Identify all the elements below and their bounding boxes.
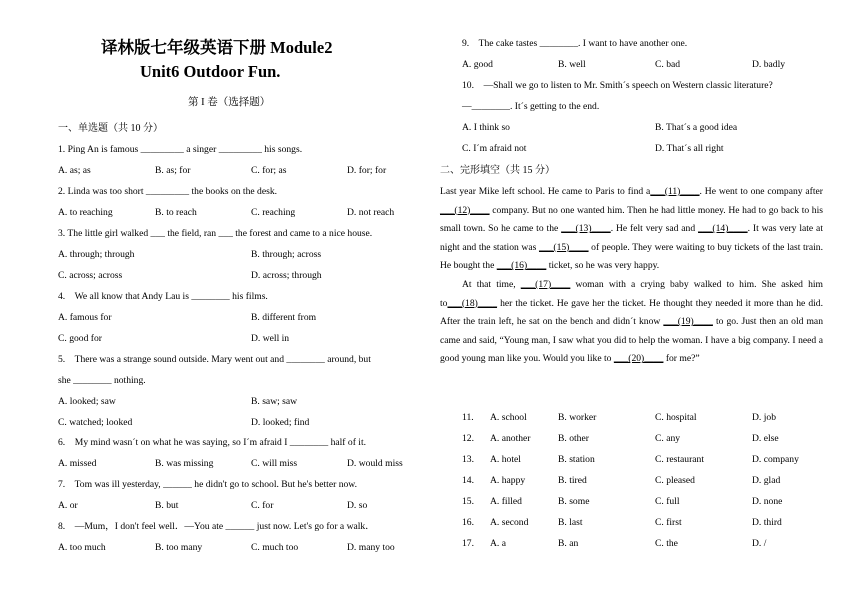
cloze-option-d: D. else (752, 433, 779, 444)
cloze-option-c: C. full (655, 496, 680, 507)
q2-stem: 2. Linda was too short _________ the books on the desk. (58, 186, 278, 197)
cloze-option-b: B. some (558, 496, 590, 507)
cloze-option-c: C. restaurant (655, 454, 705, 465)
cloze-option-a: A. happy (490, 475, 526, 486)
q7-option-c: C. for (251, 500, 274, 511)
cloze-item-number: 13. (462, 454, 474, 465)
cloze-blank: ___(14)____ (698, 223, 748, 235)
q10-option-b: B. That´s a good idea (655, 122, 738, 133)
cloze-text: At that time, (462, 278, 521, 290)
q10-stem: 10. —Shall we go to listen to Mr. Smith´s speech on Western classic literature? (462, 80, 773, 91)
cloze-text: . He went to one company after (699, 186, 823, 197)
q1-option-c: C. for; as (251, 165, 287, 176)
q9-stem: 9. The cake tastes ________. I want to have another one. (462, 38, 688, 49)
cloze-blank: ___(11)____ (650, 186, 700, 197)
cloze-option-d: D. third (752, 517, 782, 528)
q3-option-d: D. across; through (251, 270, 322, 281)
q7-option-a: A. or (58, 500, 78, 511)
q7-option-b: B. but (155, 500, 179, 511)
cloze-option-d: D. / (752, 538, 767, 549)
q8-option-b: B. too many (155, 542, 203, 553)
q8-stem: 8. —Mum，I don't feel well．—You ate ______ just now. Let's go for a walk． (58, 521, 375, 532)
q7-option-d: D. so (347, 500, 368, 511)
cloze-option-b: B. other (558, 433, 589, 444)
cloze-blank: ___(16)____ (496, 260, 547, 272)
q5-option-b: B. saw; saw (251, 396, 298, 407)
q6-option-b: B. was missing (155, 458, 214, 469)
cloze-blank: ___(15)____ (538, 241, 589, 253)
q8-option-a: A. too much (58, 542, 106, 553)
cloze-paragraph-1 (440, 183, 823, 276)
cloze-option-a: A. filled (490, 496, 522, 507)
q1-stem: 1. Ping An is famous _________ a singer _________ his songs. (58, 144, 303, 155)
cloze-text: . It was very late at night and the station was (440, 223, 823, 253)
q4-stem: 4. We all know that Andy Lau is ________ his films. (58, 291, 268, 302)
q5-stem: 5. There was a strange sound outside. Mary went out and ________ around, but (58, 354, 371, 365)
cloze-blank: ___(20)____ (613, 353, 664, 365)
cloze-blank: ___(19)____ (663, 316, 713, 328)
q6-option-d: D. would miss (347, 458, 403, 469)
q6-option-a: A. missed (58, 458, 97, 469)
cloze-option-a: A. a (490, 538, 506, 549)
cloze-option-a: A. second (490, 517, 529, 528)
cloze-option-d: D. job (752, 412, 776, 423)
q10-option-d: D. That´s all right (655, 143, 724, 154)
cloze-item-number: 14. (462, 475, 474, 486)
cloze-option-c: C. the (655, 538, 678, 549)
q1-option-b: B. as; for (155, 165, 191, 176)
section1-heading: 一、单选题（共 10 分） (58, 123, 163, 134)
cloze-option-a: A. another (490, 433, 531, 444)
q7-stem: 7. Tom was ill yesterday, ______ he didn't go to school. But he's better now. (58, 479, 357, 490)
q3-option-c: C. across; across (58, 270, 123, 281)
q4-option-b: B. different from (251, 312, 317, 323)
cloze-option-c: C. hospital (655, 412, 697, 423)
q8-option-c: C. much too (251, 542, 299, 553)
cloze-text: ticket, so he was very happy. (546, 260, 660, 272)
cloze-option-c: C. first (655, 517, 682, 528)
cloze-option-d: D. none (752, 496, 783, 507)
title-line-1: 译林版七年级英语下册 Module2 (101, 38, 333, 57)
q3-stem: 3. The little girl walked ___ the field, ran ___ the forest and came to a nice house. (58, 228, 373, 239)
cloze-blank: ___(17)____ (520, 278, 571, 290)
q4-option-d: D. well in (251, 333, 290, 344)
cloze-option-a: A. hotel (490, 454, 521, 465)
q4-option-a: A. famous for (58, 312, 112, 323)
cloze-option-c: C. any (655, 433, 681, 444)
cloze-item-number: 15. (462, 496, 474, 507)
cloze-option-b: B. last (558, 517, 583, 528)
cloze-option-d: D. company (752, 454, 799, 465)
cloze-blank: ___(13)____ (561, 223, 611, 235)
q1-option-a: A. as; as (58, 165, 91, 176)
cloze-option-a: A. school (490, 412, 527, 423)
q9-option-a: A. good (462, 59, 493, 70)
cloze-text: to go. Just then an old man came and said, “Young man, I saw what you did to help the woman. I have a big company. I need a good young man like you. Would you like to (440, 316, 823, 365)
cloze-text: of people. They were waiting to buy tickets of the last train. He bought the (440, 241, 824, 272)
q4-option-c: C. good for (58, 333, 102, 344)
q2-option-d: D. not reach (347, 207, 395, 218)
q10-option-c: C. I´m afraid not (462, 143, 527, 154)
cloze-blank: ___(12)____ (440, 204, 490, 216)
q1-option-d: D. for; for (347, 165, 387, 176)
cloze-option-d: D. glad (752, 475, 781, 486)
q10-option-a: A. I think so (462, 122, 510, 133)
cloze-item-number: 11. (462, 412, 474, 423)
cloze-paragraph-2 (440, 276, 823, 369)
q2-option-a: A. to reaching (58, 207, 113, 218)
q3-option-b: B. through; across (251, 249, 322, 260)
q9-option-d: D. badly (752, 59, 786, 70)
cloze-option-c: C. pleased (655, 475, 695, 486)
q5-option-a: A. looked; saw (58, 396, 116, 407)
cloze-option-b: B. station (558, 454, 595, 465)
cloze-item-number: 17. (462, 538, 474, 549)
cloze-option-b: B. worker (558, 412, 597, 423)
cloze-blank: ___(18)____ (447, 297, 498, 309)
q5-option-d: D. looked; find (251, 417, 310, 428)
q6-stem: 6. My mind wasn´t on what he was saying, so I´m afraid I ________ half of it. (58, 437, 367, 448)
cloze-option-b: B. tired (558, 475, 587, 486)
cloze-item-number: 16. (462, 517, 474, 528)
cloze-item-number: 12. (462, 433, 474, 444)
cloze-option-b: B. an (558, 538, 579, 549)
title-line-2: Unit6 Outdoor Fun. (140, 62, 281, 81)
q10-stem-line2: —________. It´s getting to the end. (462, 101, 600, 112)
q6-option-c: C. will miss (251, 458, 298, 469)
q8-option-d: D. many too (347, 542, 395, 553)
section2-heading: 二、完形填空（共 15 分） (440, 165, 555, 176)
q2-option-b: B. to reach (155, 207, 197, 218)
volume-label: 第 I 卷（选择题） (188, 97, 271, 108)
cloze-text: . He felt very sad and (610, 223, 699, 235)
cloze-text: her the ticket. He gave her the ticket. He thought they needed it more than he did. After the train left, he sat on the bench and didn´t know (440, 297, 823, 328)
q5-option-c: C. watched; looked (58, 417, 133, 428)
cloze-text: company. But no one wanted him. Then he had little money. He had to go back to his small town. So he came to the (440, 204, 823, 235)
q9-option-c: C. bad (655, 59, 681, 70)
q3-option-a: A. through; through (58, 249, 135, 260)
q9-option-b: B. well (558, 59, 586, 70)
cloze-text: Last year Mike left school. He came to Paris to find a (440, 186, 651, 197)
cloze-text: for me?” (663, 353, 700, 365)
cloze-text: woman with a crying baby walked to him. She asked him to (440, 278, 823, 309)
q2-option-c: C. reaching (251, 207, 296, 218)
cloze-passage (440, 183, 823, 369)
q5-stem-line2: she ________ nothing. (58, 375, 146, 386)
